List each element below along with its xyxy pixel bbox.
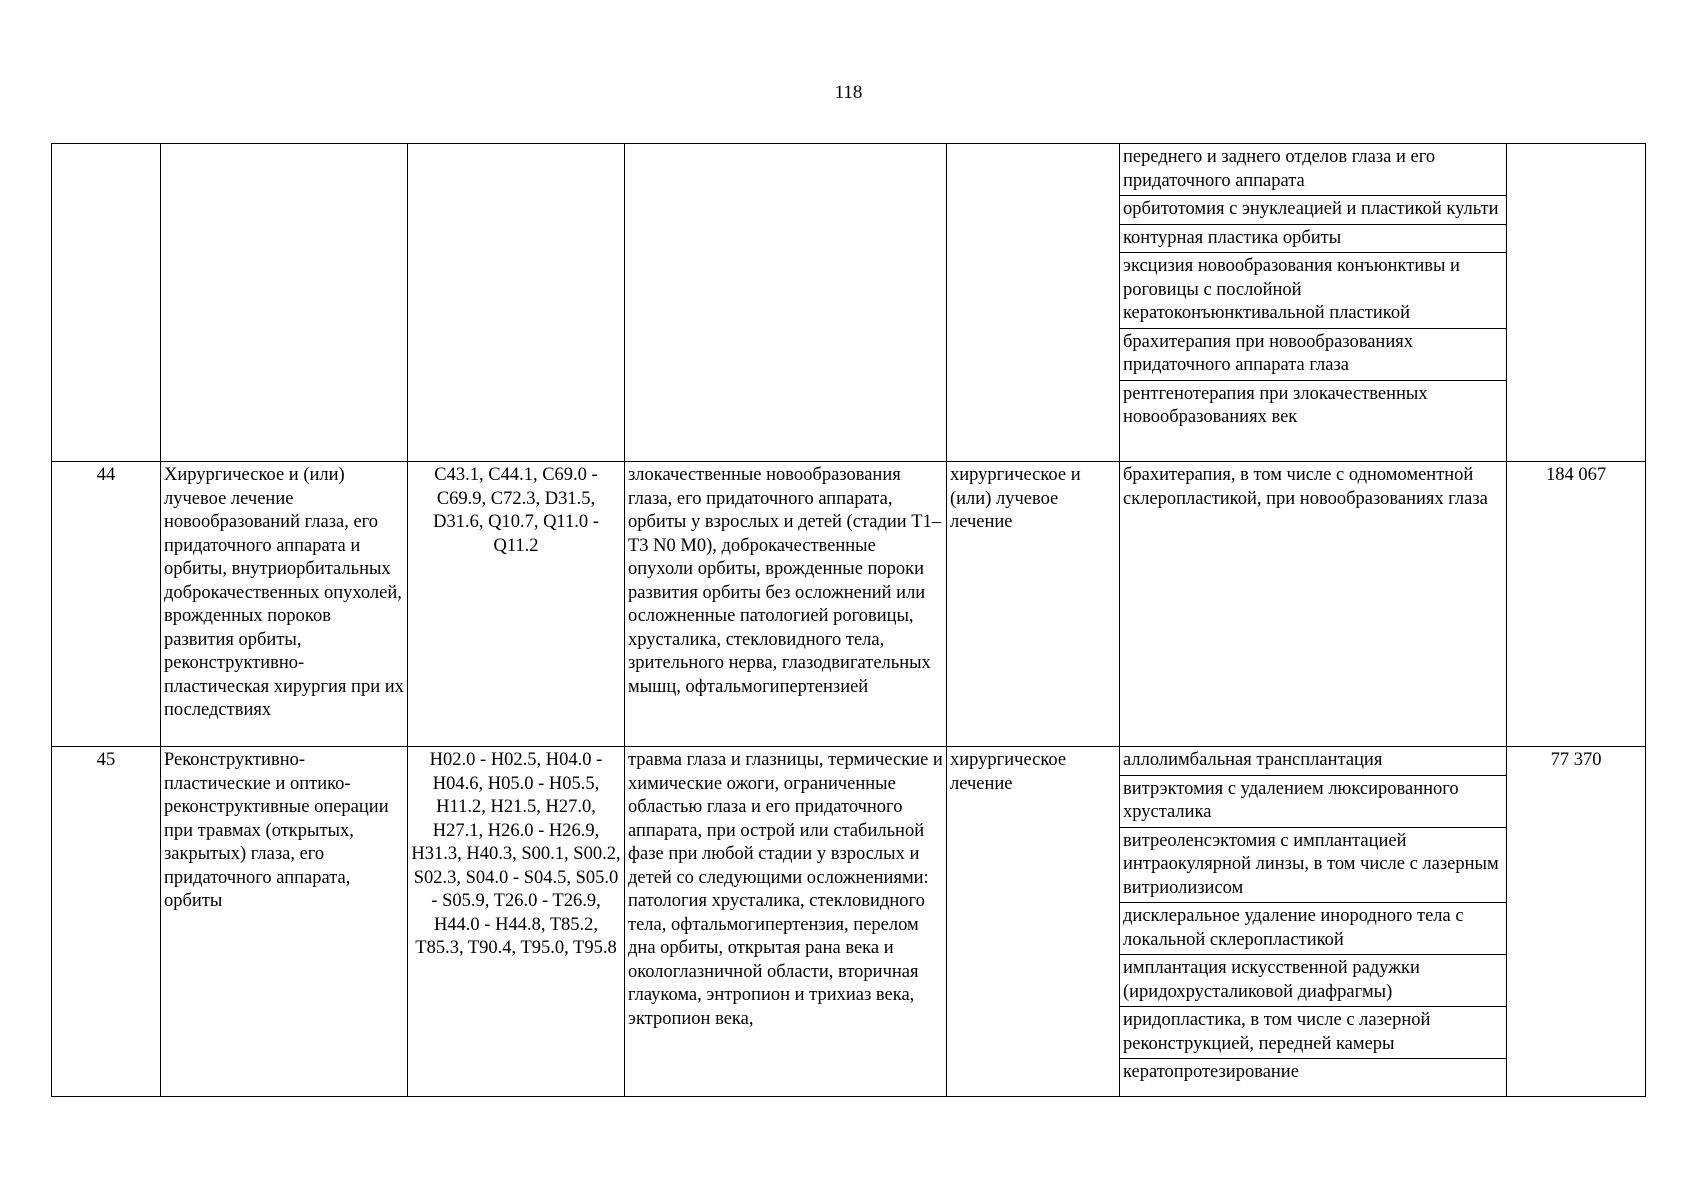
icd-codes-cell bbox=[408, 462, 625, 747]
table-row bbox=[52, 462, 1646, 747]
care-name bbox=[161, 144, 407, 146]
care-name-cell bbox=[161, 144, 408, 462]
treatment-method: эксцизия новообразования конъюнктивы и роговицы с послойной кератоконъюнктивальной пластикой bbox=[1120, 253, 1506, 329]
treatment-type bbox=[947, 144, 1119, 146]
row-number-cell bbox=[52, 462, 161, 747]
patient-model-cell bbox=[625, 144, 947, 462]
treatment-method: витрэктомия с удалением люксированного хрусталика bbox=[1120, 776, 1506, 828]
treatment-method: переднего и заднего отделов глаза и его придаточного аппарата bbox=[1120, 144, 1506, 196]
patient-model-cell bbox=[625, 747, 947, 1097]
treatment-type: хирургическое и (или) лучевое лечение bbox=[950, 465, 1081, 532]
treatment-method: кератопротезирование bbox=[1123, 1062, 1299, 1082]
icd-codes: H02.0 - H02.5, H04.0 - H04.6, H05.0 - H05.5, H11.2, H21.5, H27.0, H27.1, H26.0 - H26.9, H31.3, H40.3, S00.1, S00.2, S02.3, S04.0 - S04.5, S05.0 - S05.9, T26.0 - T26.9, H44.0 - H44.8, T85.2, T85.3, T90.4, T95.0, T95.8 bbox=[411, 750, 621, 958]
patient-model: травма глаза и глазницы, термические и химические ожоги, ограниченные областью глаза и его придаточного аппарата, при острой или стабильной фазе при любой стадии у взрослых и детей со следующими осложнениями: патология хрусталика, стекловидного тела, офтальмогипертензия, перелом дна орбиты, открытая рана века и окологлазничной области, вторичная глаукома, энтропион и трихиаз века, эктропион века, bbox=[628, 750, 943, 1029]
treatment-methods-cell bbox=[1120, 462, 1507, 747]
treatment-method: иридопластика, в том числе с лазерной реконструкцией, передней камеры bbox=[1120, 1007, 1506, 1059]
row-number-cell bbox=[52, 144, 161, 462]
treatment-methods-cell bbox=[1120, 747, 1507, 1097]
cost-cell bbox=[1507, 144, 1646, 462]
page-number: 118 bbox=[834, 82, 863, 103]
patient-model bbox=[625, 144, 946, 146]
icd-codes: C43.1, C44.1, C69.0 - C69.9, C72.3, D31.5, D31.6, Q10.7, Q11.0 - Q11.2 bbox=[433, 465, 599, 556]
icd-codes-cell bbox=[408, 747, 625, 1097]
treatment-method: контурная пластика орбиты bbox=[1120, 225, 1506, 254]
row-number: 45 bbox=[96, 750, 116, 770]
care-name-cell bbox=[161, 747, 408, 1097]
icd-codes bbox=[408, 144, 624, 146]
treatment-method: аллолимбальная трансплантация bbox=[1120, 747, 1506, 776]
treatment-method: рентгенотерапия при злокачественных новообразованиях век bbox=[1123, 383, 1428, 427]
patient-model-cell bbox=[625, 462, 947, 747]
care-name-cell bbox=[161, 462, 408, 747]
icd-codes-cell bbox=[408, 144, 625, 462]
treatment-type: хирургическое лечение bbox=[950, 750, 1067, 794]
table-row bbox=[52, 144, 1646, 462]
row-number bbox=[52, 144, 160, 146]
treatment-method: витреоленсэктомия с имплантацией интраокулярной линзы, в том числе с лазерным витриолизисом bbox=[1120, 828, 1506, 904]
cost: 184 067 bbox=[1545, 465, 1607, 485]
table-row bbox=[52, 747, 1646, 1097]
treatment-method: орбитотомия с энуклеацией и пластикой культи bbox=[1120, 196, 1506, 225]
cost bbox=[1507, 144, 1645, 146]
treatment-methods-cell bbox=[1120, 144, 1507, 462]
treatment-type-cell bbox=[947, 747, 1120, 1097]
treatment-method: дисклеральное удаление инородного тела с локальной склеропластикой bbox=[1120, 903, 1506, 955]
treatment-method: брахитерапия при новообразованиях придаточного аппарата глаза bbox=[1120, 329, 1506, 381]
treatment-type-cell bbox=[947, 462, 1120, 747]
patient-model: злокачественные новообразования глаза, его придаточного аппарата, орбиты у взрослых и детей (стадии T1–T3 N0 M0), доброкачественные опухоли орбиты, врожденные пороки развития орбиты без осложнений или осложненные патологией роговицы, хрусталика, стекловидного тела, зрительного нерва, глазодвигательных мышц, офтальмогипертензией bbox=[628, 465, 942, 697]
row-number-cell bbox=[52, 747, 161, 1097]
cost: 77 370 bbox=[1550, 750, 1602, 770]
cost-cell bbox=[1507, 747, 1646, 1097]
treatment-type-cell bbox=[947, 144, 1120, 462]
treatment-method: брахитерапия, в том числе с одномоментной склеропластикой, при новообразованиях глаза bbox=[1123, 465, 1488, 509]
cost-cell bbox=[1507, 462, 1646, 747]
treatment-method: имплантация искусственной радужки (иридохрусталиковой диафрагмы) bbox=[1120, 955, 1506, 1007]
care-name: Хирургическое и (или) лучевое лечение новообразований глаза, его придаточного аппарата и орбиты, внутриорбитальных доброкачественных опухолей, врожденных пороков развития орбиты, реконструктивно-пластическая хирургия при их последствиях bbox=[164, 465, 404, 720]
medical-care-table bbox=[51, 143, 1646, 1097]
row-number: 44 bbox=[96, 465, 116, 485]
care-name: Реконструктивно-пластические и оптико-реконструктивные операции при травмах (открытых, закрытых) глаза, его придаточного аппарата, орбиты bbox=[164, 750, 389, 911]
